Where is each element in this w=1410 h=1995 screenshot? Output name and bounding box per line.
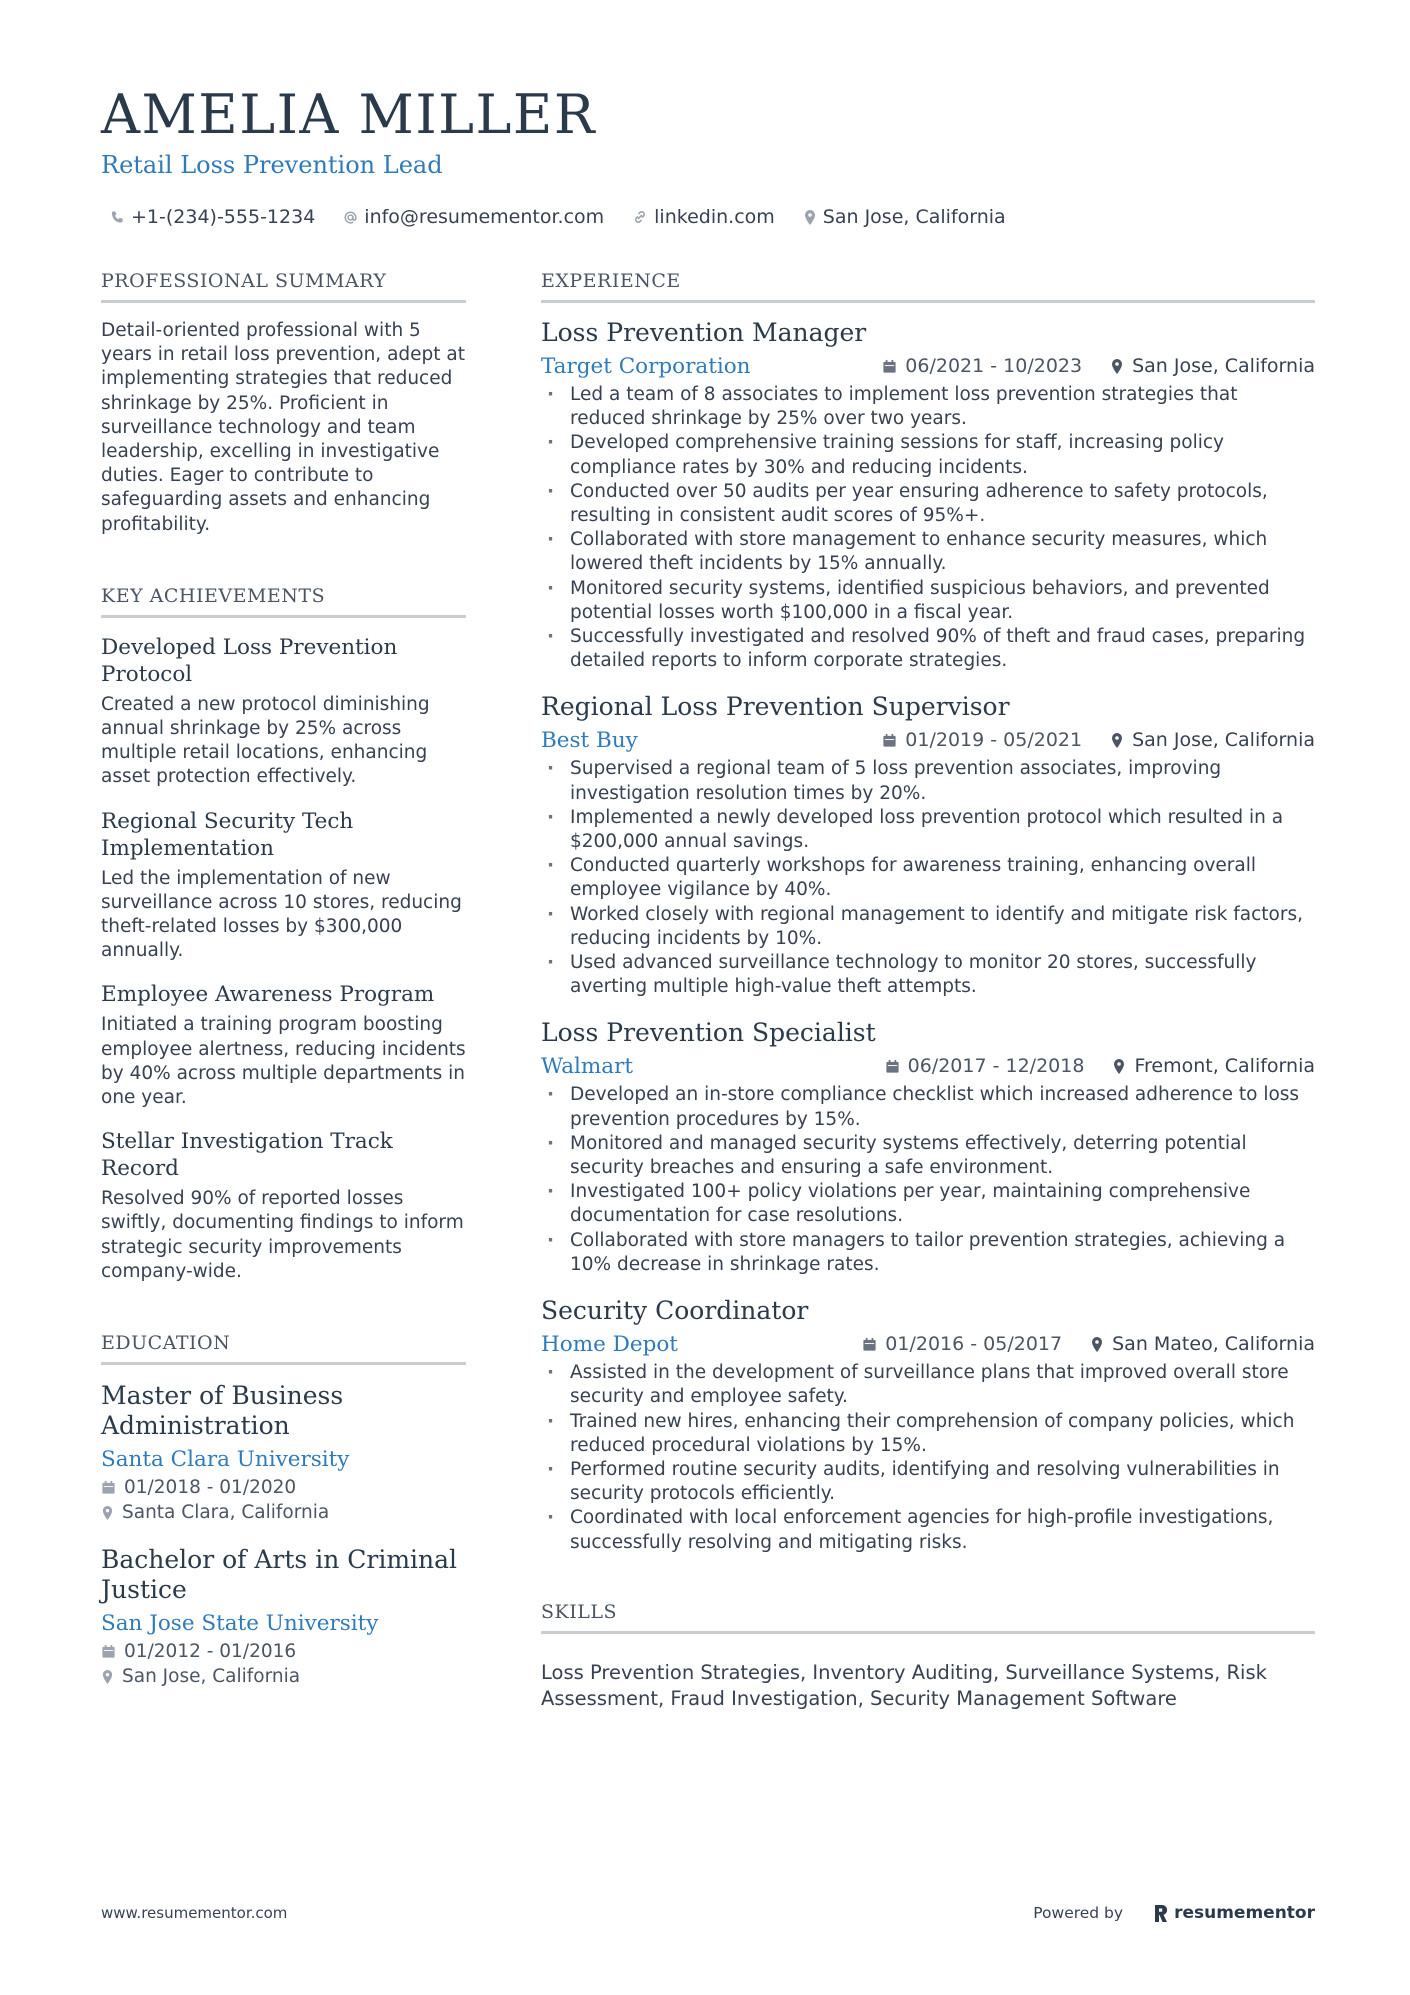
education-item <box>101 1381 466 1525</box>
job-bullet: · Trained new hires, enhancing their comprehension of company policies, which reduced procedural violations by 15%. <box>541 1410 1315 1458</box>
achievement-desc: Led the implementation of new surveillance across 10 stores, reducing theft-related losses by $300,000 annually. <box>101 867 462 962</box>
education-location <box>101 1664 466 1689</box>
map-pin-icon <box>101 1669 114 1685</box>
brand-name: resumementor <box>1174 1903 1315 1923</box>
job-location-text: San Mateo, California <box>1112 1333 1315 1356</box>
job-bullet: · Worked closely with regional management to identify and mitigate risk factors, reducing incidents by 10%. <box>541 903 1315 951</box>
footer-url[interactable]: www.resumementor.com <box>101 1904 288 1922</box>
location-text: San Jose, California <box>822 206 1006 228</box>
achievement-desc: Created a new protocol diminishing annual shrinkage by 25% across multiple retail locations, enhancing asset protection effectively. <box>101 693 430 788</box>
powered-by-label: Powered by <box>1033 1904 1124 1922</box>
job-bullet: · Coordinated with local enforcement agencies for high-profile investigations, successfully resolving and mitigating risks. <box>541 1506 1315 1554</box>
location-text: Santa Clara, California <box>122 1502 330 1524</box>
achievement-desc: Initiated a training program boosting employee alertness, reducing incidents by 40% across multiple departments in one year. <box>101 1014 466 1109</box>
job-bullet: · Monitored security systems, identified suspicious behaviors, and prevented potential losses worth $100,000 in a fiscal year. <box>541 577 1315 625</box>
achievements-section <box>101 583 466 1284</box>
map-pin-icon <box>1112 1058 1126 1075</box>
education-dates <box>101 1639 466 1664</box>
map-pin-icon <box>1090 1336 1104 1353</box>
contact-email[interactable] <box>343 206 604 228</box>
achievement-title: Employee Awareness Program <box>101 982 435 1008</box>
dates-text: 01/2018 - 01/2020 <box>124 1477 297 1499</box>
contact-phone <box>110 206 315 228</box>
education-section <box>101 1330 466 1689</box>
job-dates: 06/2021 - 10/2023 <box>905 355 1083 377</box>
job-row <box>541 1327 1315 1361</box>
calendar-icon <box>882 733 897 748</box>
job-entry <box>541 317 1315 673</box>
map-pin-icon <box>101 1505 114 1521</box>
job-location-text: San Jose, California <box>1132 729 1315 752</box>
experience-heading: EXPERIENCE <box>541 268 1315 303</box>
job-bullet: · Successfully investigated and resolved 90% of theft and fraud cases, preparing detailed reports to inform corporate strategies. <box>541 625 1315 673</box>
job-bullets <box>541 383 1315 673</box>
contact-location <box>803 206 1006 228</box>
calendar-icon <box>101 1480 116 1495</box>
job-location <box>1112 1055 1315 1077</box>
job-company: Target Corporation <box>541 353 751 379</box>
phone-text: +1-(234)-555-1234 <box>131 206 316 228</box>
calendar-icon <box>862 1337 877 1352</box>
contact-bar <box>101 202 1321 232</box>
job-title: Security Coordinator <box>541 1296 809 1326</box>
degree-title: Bachelor of Arts in Criminal Justice <box>101 1545 458 1605</box>
map-pin-icon <box>1110 732 1124 749</box>
job-bullets <box>541 1083 1315 1277</box>
job-company: Best Buy <box>541 727 638 753</box>
page-footer <box>101 1903 1315 1923</box>
job-bullets <box>541 757 1315 999</box>
email-text: info@resumementor.com <box>364 206 605 228</box>
job-entry <box>541 1017 1315 1277</box>
job-bullet: · Collaborated with store management to enhance security measures, which lowered theft incidents by 15% annually. <box>541 528 1315 576</box>
degree-title: Master of Business Administration <box>101 1381 344 1441</box>
left-column <box>101 268 466 1689</box>
candidate-name: AMELIA MILLER <box>101 83 596 146</box>
calendar-icon <box>882 359 897 374</box>
job-dates: 01/2016 - 05/2017 <box>885 1333 1063 1356</box>
footer-powered <box>1033 1903 1315 1923</box>
achievement-desc: Resolved 90% of reported losses swiftly, documenting findings to inform strategic security improvements company-wide. <box>101 1188 464 1282</box>
job-bullet: · Conducted over 50 audits per year ensuring adherence to safety protocols, resulting in consistent audit scores of 95%+. <box>541 480 1315 528</box>
job-bullet: · Used advanced surveillance technology to monitor 20 stores, successfully averting multiple high-value theft attempts. <box>541 951 1315 999</box>
job-title: Loss Prevention Manager <box>541 318 867 347</box>
calendar-icon <box>101 1644 116 1659</box>
job-bullet: · Implemented a newly developed loss prevention protocol which resulted in a $200,000 annual savings. <box>541 806 1315 854</box>
achievements-heading: KEY ACHIEVEMENTS <box>101 583 466 618</box>
job-location-text: Fremont, California <box>1134 1055 1315 1078</box>
linkedin-text: linkedin.com <box>654 206 775 228</box>
right-column <box>541 268 1315 1712</box>
phone-icon <box>110 210 125 225</box>
brand-logo[interactable] <box>1153 1903 1315 1923</box>
contact-linkedin[interactable] <box>632 206 775 228</box>
job-title: Loss Prevention Specialist <box>541 1018 876 1048</box>
job-dates: 01/2019 - 05/2021 <box>905 729 1083 752</box>
location-text: San Jose, California <box>122 1666 301 1688</box>
job-bullet: · Developed an in-store compliance checklist which increased adherence to loss prevention procedures by 15%. <box>541 1083 1315 1131</box>
job-bullet: · Led a team of 8 associates to implement loss prevention strategies that reduced shrinkage by 25% over two years. <box>541 383 1315 431</box>
job-location <box>1110 729 1315 751</box>
summary-text: Detail-oriented professional with 5 years in retail loss prevention, adept at implementing strategies that reduced shrinkage by 25%. Proficient in surveillance technology and team leadership, excelling in investigative duties. Eager to contribute to safeguarding assets and enhancing profitability. <box>101 320 465 535</box>
job-entry <box>541 1295 1315 1555</box>
school-name: Santa Clara University <box>101 1447 350 1473</box>
job-location <box>1090 1333 1315 1355</box>
job-meta <box>885 1055 1315 1077</box>
job-bullet: · Investigated 100+ policy violations per year, maintaining comprehensive documentation for case resolutions. <box>541 1180 1315 1228</box>
achievement-title: Regional Security Tech Implementation <box>101 808 354 861</box>
job-bullet: · Developed comprehensive training sessions for staff, increasing policy compliance rates by 30% and reducing incidents. <box>541 431 1315 479</box>
skills-text: Loss Prevention Strategies, Inventory Auditing, Surveillance Systems, Risk Assessment, Fraud Investigation, Security Management Software <box>541 1660 1267 1710</box>
skills-section <box>541 1599 1315 1712</box>
job-bullet: · Supervised a regional team of 5 loss prevention associates, improving investigation resolution times by 20%. <box>541 757 1315 805</box>
job-bullet: · Collaborated with store managers to tailor prevention strategies, achieving a 10% decrease in shrinkage rates. <box>541 1229 1315 1277</box>
job-row <box>541 349 1315 383</box>
summary-heading: PROFESSIONAL SUMMARY <box>101 268 466 303</box>
skills-heading: SKILLS <box>541 1599 1315 1634</box>
achievement-item <box>101 981 466 1110</box>
link-icon <box>632 209 648 225</box>
job-company: Home Depot <box>541 1331 678 1357</box>
job-dates: 06/2017 - 12/2018 <box>907 1055 1085 1078</box>
job-location <box>1110 355 1315 377</box>
job-meta <box>882 355 1315 377</box>
achievement-title: Developed Loss Prevention Protocol <box>101 634 398 687</box>
job-meta <box>882 729 1315 751</box>
candidate-title: Retail Loss Prevention Lead <box>101 151 443 179</box>
job-row <box>541 723 1315 757</box>
school-name: San Jose State University <box>101 1611 379 1637</box>
job-company: Walmart <box>541 1053 634 1079</box>
education-heading: EDUCATION <box>101 1330 466 1365</box>
job-bullet: · Performed routine security audits, identifying and resolving vulnerabilities in security protocols efficiently. <box>541 1458 1315 1506</box>
job-bullet: · Assisted in the development of surveillance plans that improved overall store security and employee safety. <box>541 1361 1315 1409</box>
job-meta <box>862 1333 1315 1355</box>
job-bullets <box>541 1361 1315 1555</box>
job-title: Regional Loss Prevention Supervisor <box>541 692 1010 722</box>
map-pin-icon <box>1110 358 1124 375</box>
job-location-text: San Jose, California <box>1132 355 1315 377</box>
job-bullet: · Conducted quarterly workshops for awareness training, enhancing overall employee vigilance by 40%. <box>541 854 1315 902</box>
achievement-item <box>101 808 466 964</box>
job-entry <box>541 691 1315 999</box>
map-pin-icon <box>803 209 817 226</box>
resume-header <box>101 82 1321 232</box>
achievement-item <box>101 1128 466 1284</box>
experience-section <box>541 268 1315 1555</box>
job-bullet: · Monitored and managed security systems effectively, deterring potential security breaches and ensuring a safe environment. <box>541 1132 1315 1180</box>
summary-section <box>101 268 466 537</box>
at-sign-icon <box>343 210 358 225</box>
resumementor-logo-icon <box>1153 1904 1169 1923</box>
education-location <box>101 1500 466 1525</box>
achievement-title: Stellar Investigation Track Record <box>101 1129 393 1182</box>
education-dates <box>101 1475 466 1500</box>
calendar-icon <box>885 1059 900 1074</box>
education-item <box>101 1545 466 1689</box>
job-row <box>541 1049 1315 1083</box>
dates-text: 01/2012 - 01/2016 <box>124 1641 297 1663</box>
achievement-item <box>101 634 466 790</box>
